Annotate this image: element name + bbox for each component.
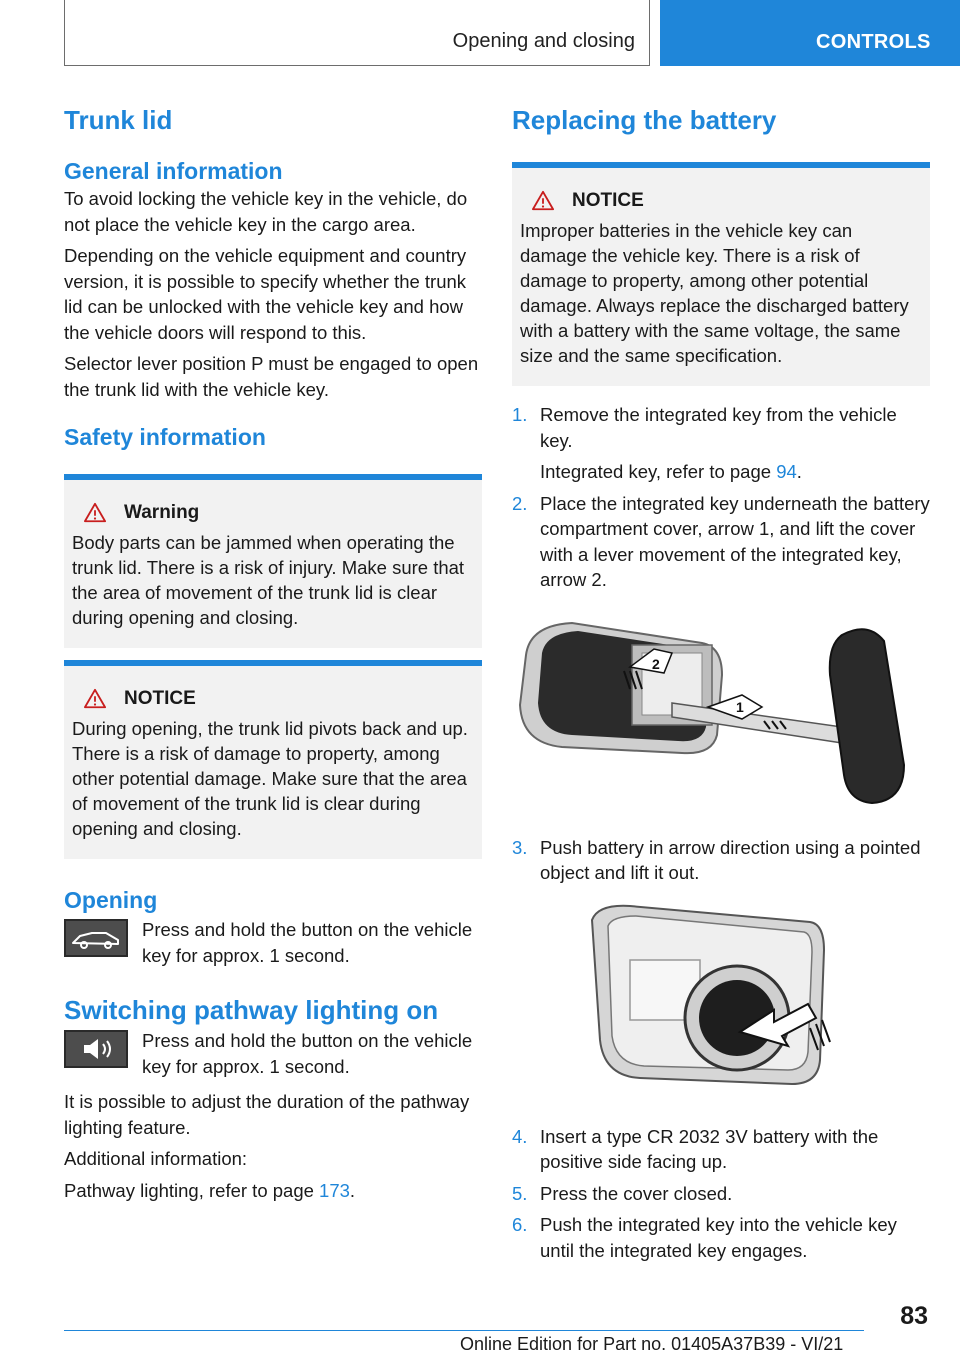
arrow-1-label: 1 (736, 698, 744, 715)
step-sub (540, 459, 930, 485)
opening-heading: Opening (64, 887, 158, 913)
opening-row (64, 917, 482, 968)
step-number: 4. (512, 1125, 528, 1147)
warning-text: Body parts can be jammed when operating the trunk lid. There is a risk of injury. Make sure that the area of movement of the trunk lid is clear during opening and closing. (72, 532, 465, 628)
step-item-2 (512, 491, 930, 593)
footer-divider (64, 1330, 864, 1331)
warning-triangle-icon (84, 688, 106, 710)
right-column (512, 104, 930, 1263)
step-sub-end: . (796, 461, 802, 482)
left-column (64, 104, 482, 1203)
pathway-ref-text: Pathway lighting, refer to page (64, 1179, 320, 1201)
notice-box-trunk (64, 660, 482, 859)
trunk-lid-title: Trunk lid (64, 105, 173, 135)
battery-illustration (512, 900, 930, 1100)
pathway-ref-end: . (349, 1179, 356, 1201)
arrow-2-label: 2 (652, 655, 660, 672)
pathway-lighting-button-icon (64, 1030, 128, 1068)
pathway-text: Press and hold the button on the vehicle key for approx. 1 second. (142, 1030, 473, 1077)
notice-text-battery: Improper batteries in the vehicle key can damage the vehicle key. There is a risk of damage to property, among other potential damage. Always replace the discharged battery with a battery with the same voltage, the same size and the same specification. (520, 220, 909, 366)
pathway-row (64, 1028, 482, 1079)
integrated-key-ref-link[interactable]: 94 (776, 461, 797, 482)
general-info-p3: Selector lever position P must be engaged to open the trunk lid with the vehicle key. (64, 353, 479, 400)
notice-header-trunk (72, 688, 474, 710)
warning-box (64, 474, 482, 648)
page-number: 83 (900, 1302, 928, 1330)
general-info-p2: Depending on the vehicle equipment and country version, it is possible to specify whether the trunk lid can be unlocked with the vehicle key and how the vehicle doors will respond to this. (64, 245, 467, 343)
step-text: Press the cover closed. (540, 1182, 733, 1204)
safety-info-heading: Safety information (64, 424, 266, 450)
step-text: Place the integrated key underneath the battery compartment cover, arrow 1, and lift the cover with a lever movement of the integrated key, arrow 2. (540, 492, 930, 590)
pathway-p2: Additional information: (64, 1148, 248, 1169)
step-number: 3. (512, 836, 528, 858)
step-item-4 (512, 1124, 930, 1175)
step-item-6 (512, 1212, 930, 1263)
footer-edition: Online Edition for Part no. 01405A37B39 - VI/21 (460, 1334, 844, 1354)
general-info-heading: General information (64, 158, 283, 184)
header-chapter-label: CONTROLS (816, 31, 931, 53)
step-number: 5. (512, 1182, 528, 1204)
opening-text: Press and hold the button on the vehicle key for approx. 1 second. (142, 919, 473, 966)
step-number: 1. (512, 404, 528, 425)
notice-label-trunk: NOTICE (124, 688, 196, 709)
step-item-5 (512, 1181, 930, 1207)
key-cover-illustration (512, 615, 912, 815)
step-text: Push the integrated key into the vehicle key until the integrated key engages. (540, 1214, 897, 1261)
step-number: 2. (512, 492, 528, 514)
pathway-p1: It is possible to adjust the duration of the pathway lighting feature. (64, 1091, 470, 1138)
header-section-box (64, 0, 650, 66)
step-item-1 (512, 402, 930, 485)
step-number: 6. (512, 1214, 528, 1235)
step-sub-text: Integrated key, refer to page (540, 461, 777, 482)
notice-label-battery: NOTICE (572, 190, 644, 211)
step-text: Insert a type CR 2032 3V battery with the positive side facing up. (540, 1125, 879, 1172)
warning-triangle-icon (84, 502, 106, 524)
warning-label: Warning (124, 502, 200, 523)
pathway-ref (64, 1178, 482, 1204)
header-section-title: Opening and closing (452, 30, 635, 52)
notice-text-trunk: During opening, the trunk lid pivots back and up. There is a risk of damage to property, among other potential damage. Make sure that the area of movement of the trunk lid is clear during opening and closing. (72, 718, 468, 839)
trunk-button-icon (64, 919, 128, 957)
header-chapter-tab[interactable] (660, 0, 960, 66)
key-cover-figure (512, 615, 930, 825)
warning-triangle-icon (532, 190, 554, 212)
step-text: Push battery in arrow direction using a pointed object and lift it out. (540, 836, 921, 883)
step-text: Remove the integrated key from the vehicle key. (540, 404, 897, 451)
warning-header (72, 502, 474, 524)
general-info-p1: To avoid locking the vehicle key in the vehicle, do not place the vehicle key in the cargo area. (64, 188, 468, 235)
battery-figure (512, 900, 930, 1100)
notice-box-battery (512, 162, 930, 386)
step-item-3 (512, 835, 930, 886)
pathway-ref-link[interactable]: 173 (319, 1179, 350, 1201)
pathway-lighting-heading: Switching pathway lighting on (64, 995, 439, 1025)
replacing-battery-title: Replacing the battery (512, 105, 777, 135)
notice-header-battery (520, 190, 922, 212)
